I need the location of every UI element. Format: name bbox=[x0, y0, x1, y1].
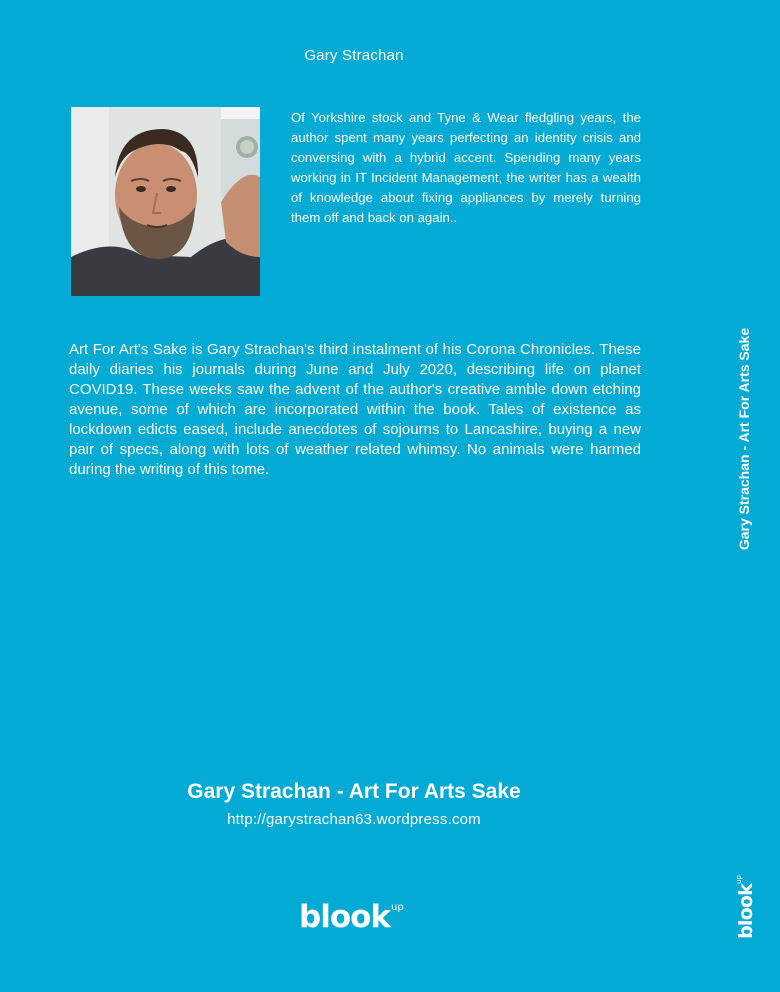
author-website-link[interactable]: http://garystrachan63.wordpress.com bbox=[227, 811, 481, 828]
author-bio: Of Yorkshire stock and Tyne & Wear fledgling years, the author spent many years perfecting an identity crisis and conversing with a hybrid accent. Spending many years working in IT Incident Management, the writer has a wealth of knowledge about fixing appliances by merely turning them off and back on again.. bbox=[291, 110, 641, 225]
book-title: Gary Strachan - Art For Arts Sake bbox=[187, 780, 521, 803]
spine-logo-superscript: up bbox=[735, 875, 743, 885]
logo-text: blook bbox=[299, 899, 391, 935]
author-photo bbox=[71, 107, 260, 296]
blookup-logo bbox=[299, 899, 404, 935]
book-blurb: Art For Art's Sake is Gary Strachan's third instalment of his Corona Chronicles. These daily diaries his journals during June and July 2020, describing life on planet COVID19. These weeks saw the advent of the author's creative amble down etching avenue, some of which are incorporated within the book. Tales of existence as lockdown edicts eased, include anecdotes of sojourns to Lancashire, buying a new pair of specs, along with lots of weather related whimsy. No animals were harmed during the writing of this tome. bbox=[69, 341, 641, 478]
author-name: Gary Strachan bbox=[304, 47, 404, 64]
spine-title: Gary Strachan - Art For Arts Sake bbox=[736, 327, 752, 551]
spine-logo-text: blook bbox=[735, 884, 757, 939]
spine-logo bbox=[735, 875, 757, 939]
logo-superscript: up bbox=[391, 902, 404, 913]
